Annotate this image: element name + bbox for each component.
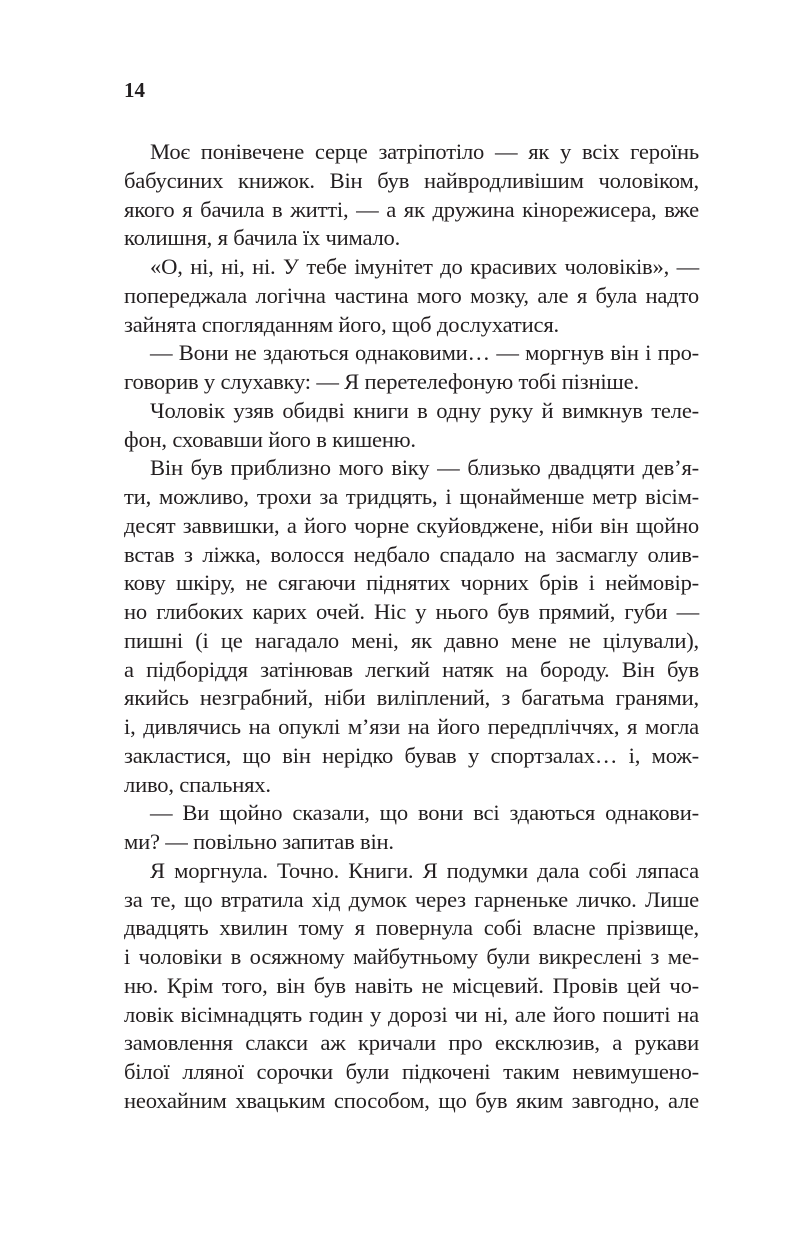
text-line: ловік вісімнадцять годин у дорозі чи ні, але його пошиті на (124, 1001, 699, 1027)
text-line: а підборіддя затінював легкий натяк на бороду. Він був (124, 656, 699, 682)
text-line: ти, можливо, трохи за тридцять, і щонайменше метр вісім- (124, 484, 699, 509)
text-line: закластися, що він нерідко бував у спортзалах… і, мож- (124, 742, 699, 768)
text-line: ми? — повільно запитав він. (124, 829, 394, 854)
text-line: і, дивлячись на опуклі м’язи на його передпліччях, я могла (124, 714, 699, 739)
text-line: замовлення слакси аж кричали про ексклюзив, а рукави (124, 1030, 699, 1056)
text-line: пишні (і це нагадало мені, як давно мене не цілували), (124, 627, 699, 653)
paragraph-first-line: Він був приблизно мого віку — близько двадцяти дев’я- (150, 455, 699, 481)
text-line: кову шкіру, не сягаючи піднятих чорних брів і неймовір- (124, 570, 699, 596)
text-line: білої лляної сорочки були підкочені таким невимушено- (124, 1059, 699, 1084)
text-line: встав з ліжка, волосся недбало спадало на засмаглу олив- (124, 541, 699, 567)
text-line: бабусиних книжок. Він був найвродливішим чоловіком, (124, 167, 699, 193)
text-line: десят заввишки, а його чорне скуйовджене, ніби він щойно (124, 512, 699, 538)
text-line: колишня, я бачила їх чимало. (124, 225, 401, 251)
paragraph-first-line: Моє понівечене серце затріпотіло — як у всіх героїнь (150, 139, 699, 164)
paragraph-first-line: Я моргнула. Точно. Книги. Я подумки дала собі ляпаса (150, 857, 699, 883)
text-line: зайнята спогляданням його, щоб дослухатися. (124, 311, 559, 337)
text-line: попереджала логічна частина мого мозку, але я була надто (124, 282, 699, 308)
text-line: говорив у слухавку: — Я перетелефоную тобі пізніше. (124, 369, 639, 394)
text-line: ливо, спальнях. (124, 771, 271, 797)
text-line: якийсь незграбний, ніби виліплений, з багатьма гранями, (124, 685, 699, 711)
text-line: якого я бачила в житті, — а як дружина кінорежисера, вже (124, 196, 699, 222)
paragraph-first-line: — Ви щойно сказали, що вони всі здаються однакови- (150, 800, 699, 826)
text-line: неохайним хвацьким способом, що був яким завгодно, але (124, 1087, 699, 1113)
text-line: за те, що втратила хід думок через гарненьке личко. Лише (124, 886, 699, 912)
page-number: 14 (124, 78, 145, 102)
text-line: но глибоких карих очей. Ніс у нього був прямий, губи — (124, 599, 699, 624)
body-text (124, 138, 699, 1116)
text-line: фон, сховавши його в кишеню. (124, 426, 416, 452)
text-line: ню. Крім того, він був навіть не місцевий. Провів цей чо- (124, 972, 699, 998)
paragraph-first-line: «О, ні, ні, ні. У тебе імунітет до красивих чоловіків», — (150, 254, 699, 279)
paragraph-first-line: — Вони не здаються однаковими… — моргнув він і про- (150, 340, 699, 366)
paragraph-first-line: Чоловік узяв обидві книги в одну руку й вимкнув теле- (150, 397, 699, 423)
text-line: і чоловіки в осяжному майбутньому були викреслені з ме- (124, 944, 699, 969)
text-line: двадцять хвилин тому я повернула собі власне прізвище, (124, 915, 699, 941)
